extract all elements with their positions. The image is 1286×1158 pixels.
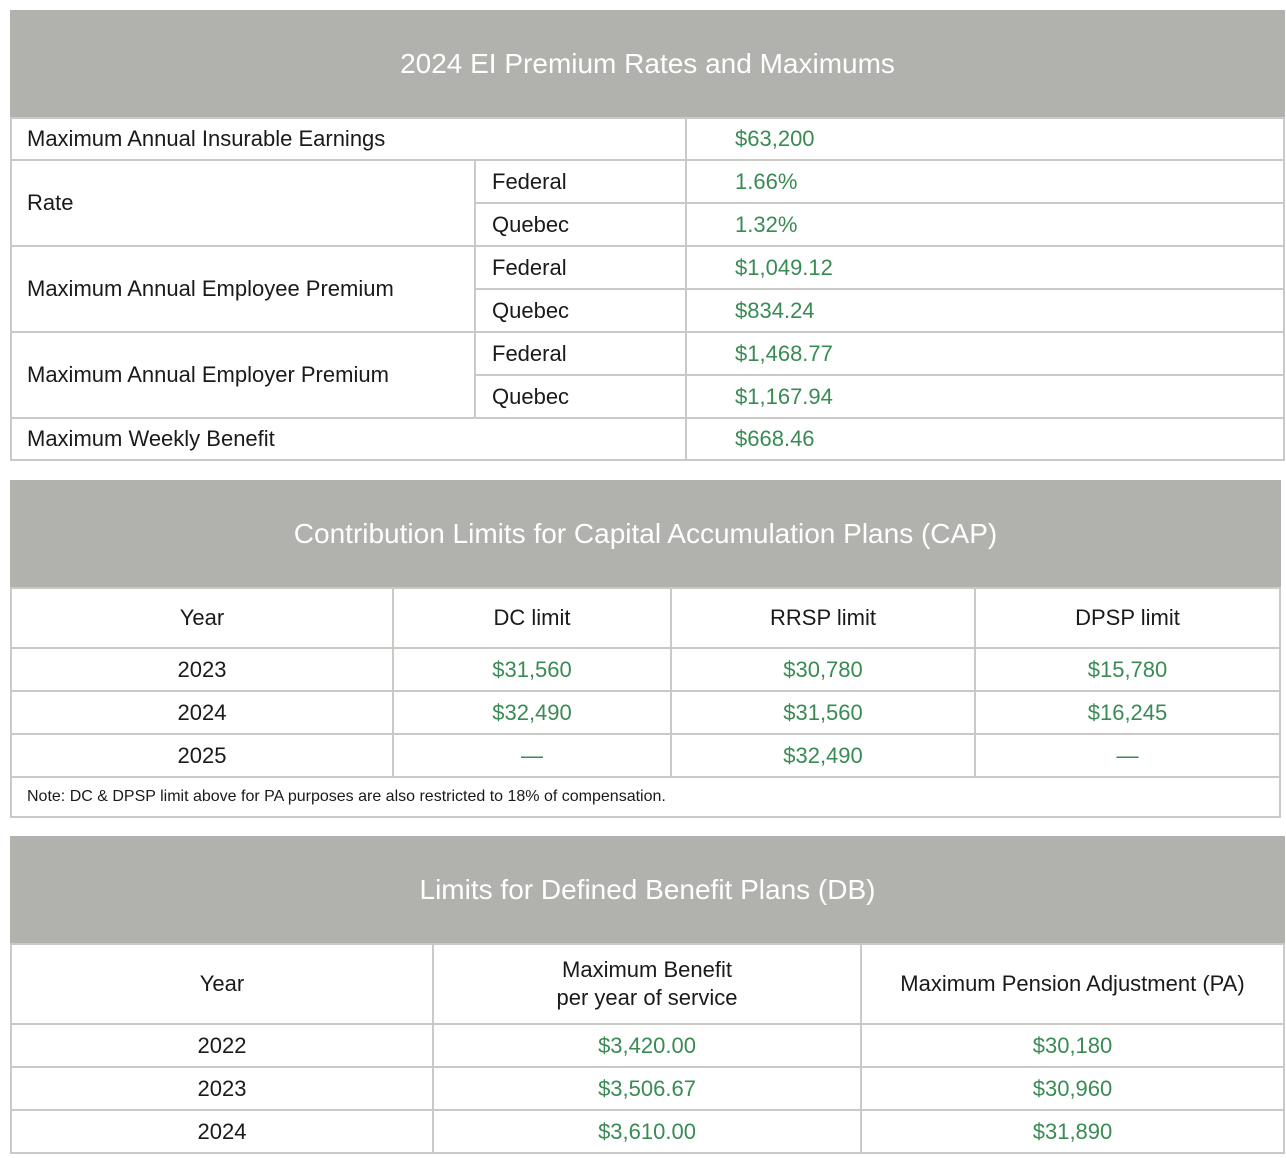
ei-employer-federal-label: Federal [475, 332, 686, 375]
table-note-row [11, 777, 1280, 817]
ei-employer-quebec-value: $1,167.94 [686, 375, 1284, 418]
db-pa-value: $30,960 [861, 1067, 1284, 1110]
cap-header-year: Year [11, 588, 393, 648]
db-year: 2024 [11, 1110, 433, 1153]
db-title: Limits for Defined Benefit Plans (DB) [10, 836, 1285, 943]
table-row [11, 246, 1284, 289]
ei-weekly-value: $668.46 [686, 418, 1284, 460]
table-header-row [11, 588, 1280, 648]
cap-header-dc: DC limit [393, 588, 671, 648]
cap-dc-value: — [393, 734, 671, 777]
ei-rate-federal-value: 1.66% [686, 160, 1284, 203]
cap-note: Note: DC & DPSP limit above for PA purposes are also restricted to 18% of compensation. [11, 777, 1280, 817]
ei-section [10, 10, 1285, 461]
table-row [11, 1067, 1284, 1110]
cap-title: Contribution Limits for Capital Accumulation Plans (CAP) [10, 480, 1281, 587]
db-year: 2022 [11, 1024, 433, 1067]
ei-employer-quebec-label: Quebec [475, 375, 686, 418]
table-row [11, 1024, 1284, 1067]
table-row [11, 160, 1284, 203]
cap-year: 2024 [11, 691, 393, 734]
ei-employee-quebec-label: Quebec [475, 289, 686, 332]
ei-rate-quebec-label: Quebec [475, 203, 686, 246]
db-pa-value: $31,890 [861, 1110, 1284, 1153]
db-header-benefit-line2: per year of service [556, 985, 738, 1010]
db-header-year: Year [11, 944, 433, 1024]
cap-header-rrsp: RRSP limit [671, 588, 975, 648]
db-section [10, 836, 1285, 1154]
ei-employee-quebec-value: $834.24 [686, 289, 1284, 332]
ei-employer-label: Maximum Annual Employer Premium [11, 332, 475, 418]
cap-year: 2023 [11, 648, 393, 691]
cap-dc-value: $31,560 [393, 648, 671, 691]
table-row [11, 118, 1284, 160]
db-benefit-value: $3,506.67 [433, 1067, 861, 1110]
ei-employee-federal-value: $1,049.12 [686, 246, 1284, 289]
cap-rrsp-value: $32,490 [671, 734, 975, 777]
cap-rrsp-value: $31,560 [671, 691, 975, 734]
db-header-pa: Maximum Pension Adjustment (PA) [861, 944, 1284, 1024]
cap-year: 2025 [11, 734, 393, 777]
db-benefit-value: $3,420.00 [433, 1024, 861, 1067]
ei-employer-federal-value: $1,468.77 [686, 332, 1284, 375]
cap-dpsp-value: $15,780 [975, 648, 1280, 691]
ei-max-insurable-value: $63,200 [686, 118, 1284, 160]
ei-employee-federal-label: Federal [475, 246, 686, 289]
table-row [11, 734, 1280, 777]
ei-weekly-label: Maximum Weekly Benefit [11, 418, 686, 460]
table-row [11, 1110, 1284, 1153]
ei-rate-quebec-value: 1.32% [686, 203, 1284, 246]
table-row [11, 691, 1280, 734]
cap-rrsp-value: $30,780 [671, 648, 975, 691]
ei-table [10, 117, 1285, 461]
db-header-benefit-line1: Maximum Benefit [562, 957, 732, 982]
table-row [11, 418, 1284, 460]
db-header-benefit [433, 944, 861, 1024]
table-row [11, 648, 1280, 691]
ei-rate-label: Rate [11, 160, 475, 246]
cap-table [10, 587, 1281, 818]
ei-title: 2024 EI Premium Rates and Maximums [10, 10, 1285, 117]
db-benefit-value: $3,610.00 [433, 1110, 861, 1153]
db-pa-value: $30,180 [861, 1024, 1284, 1067]
ei-max-insurable-label: Maximum Annual Insurable Earnings [11, 118, 686, 160]
cap-dc-value: $32,490 [393, 691, 671, 734]
ei-employee-label: Maximum Annual Employee Premium [11, 246, 475, 332]
db-table [10, 943, 1285, 1154]
cap-header-dpsp: DPSP limit [975, 588, 1280, 648]
cap-dpsp-value: $16,245 [975, 691, 1280, 734]
table-row [11, 332, 1284, 375]
cap-section [10, 480, 1281, 818]
table-header-row [11, 944, 1284, 1024]
cap-dpsp-value: — [975, 734, 1280, 777]
ei-rate-federal-label: Federal [475, 160, 686, 203]
db-year: 2023 [11, 1067, 433, 1110]
